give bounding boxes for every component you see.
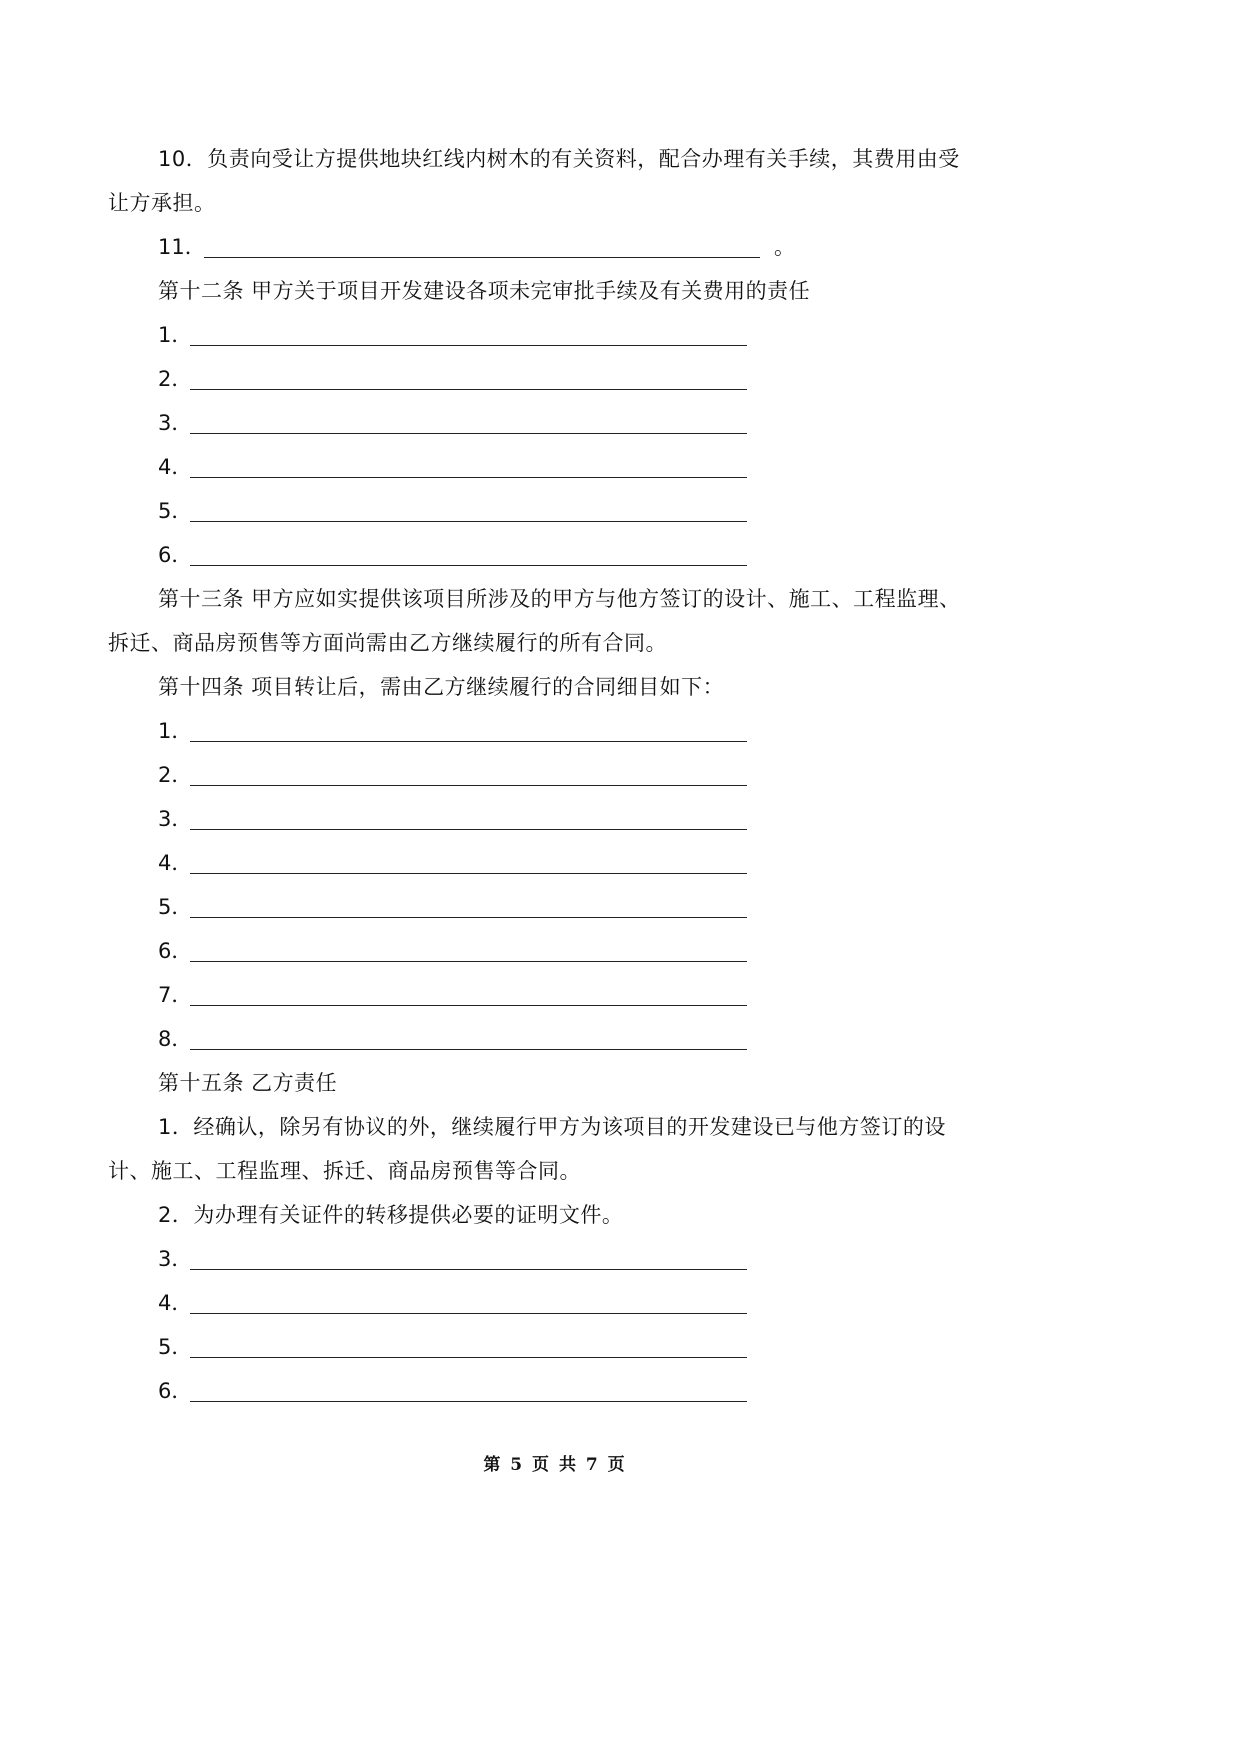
fill-in-blank-item xyxy=(158,709,998,753)
item-number: 8． xyxy=(158,1027,193,1051)
fill-in-blank-item xyxy=(158,885,998,929)
document-paragraph-line: 让方承担。 xyxy=(108,191,216,215)
blank-underline xyxy=(190,1004,747,1006)
fill-in-blank-item xyxy=(158,753,998,797)
fill-in-blank-item xyxy=(158,797,998,841)
item-number: 3． xyxy=(158,411,193,435)
blank-underline xyxy=(190,388,747,390)
blank-underline xyxy=(190,1268,747,1270)
blank-underline xyxy=(190,344,747,346)
item-number: 5． xyxy=(158,1335,193,1359)
item-number: 2． xyxy=(158,763,193,787)
fill-in-blank-item xyxy=(158,533,998,577)
blank-underline xyxy=(190,1356,747,1358)
fill-in-blank-item xyxy=(158,489,998,533)
blank-underline xyxy=(190,476,747,478)
fill-in-blank-item xyxy=(158,225,998,269)
blank-underline xyxy=(190,1400,747,1402)
document-paragraph-line: 第十五条 乙方责任 xyxy=(158,1071,338,1095)
document-paragraph-line: 2．为办理有关证件的转移提供必要的证明文件。 xyxy=(158,1203,624,1227)
item-number: 2． xyxy=(158,367,193,391)
fill-in-blank-item xyxy=(158,973,998,1017)
item-number: 7． xyxy=(158,983,193,1007)
fill-in-blank-item xyxy=(158,1237,998,1281)
fill-in-blank-item xyxy=(158,1017,998,1061)
fill-in-blank-item xyxy=(158,401,998,445)
blank-underline xyxy=(190,784,747,786)
fill-in-blank-item xyxy=(158,1281,998,1325)
document-paragraph-line: 1．经确认，除另有协议的外，继续履行甲方为该项目的开发建设已与他方签订的设 xyxy=(158,1115,946,1139)
item-number: 5． xyxy=(158,895,193,919)
item-number: 11． xyxy=(158,235,206,259)
blank-underline xyxy=(190,828,747,830)
blank-underline xyxy=(190,1312,747,1314)
document-paragraph-line: 拆迁、商品房预售等方面尚需由乙方继续履行的所有合同。 xyxy=(108,631,667,655)
item-number: 4． xyxy=(158,1291,193,1315)
page-footer: 第 5 页 共 7 页 xyxy=(483,1455,627,1475)
fill-in-blank-item xyxy=(158,357,998,401)
blank-underline xyxy=(190,960,747,962)
item-end-punctuation: 。 xyxy=(774,235,795,259)
document-paragraph-line: 第十三条 甲方应如实提供该项目所涉及的甲方与他方签订的设计、施工、工程监理、 xyxy=(158,587,961,611)
fill-in-blank-item xyxy=(158,445,998,489)
document-paragraph-line: 10．负责向受让方提供地块红线内树木的有关资料，配合办理有关手续，其费用由受 xyxy=(158,147,960,171)
blank-underline xyxy=(204,256,760,258)
document-paragraph-line: 第十二条 甲方关于项目开发建设各项未完审批手续及有关费用的责任 xyxy=(158,279,811,303)
document-paragraph-line: 计、施工、工程监理、拆迁、商品房预售等合同。 xyxy=(108,1159,581,1183)
item-number: 4． xyxy=(158,851,193,875)
item-number: 3． xyxy=(158,1247,193,1271)
blank-underline xyxy=(190,1048,747,1050)
fill-in-blank-item xyxy=(158,841,998,885)
item-number: 3． xyxy=(158,807,193,831)
fill-in-blank-item xyxy=(158,313,998,357)
item-number: 6． xyxy=(158,543,193,567)
blank-underline xyxy=(190,916,747,918)
item-number: 5． xyxy=(158,499,193,523)
fill-in-blank-item xyxy=(158,929,998,973)
blank-underline xyxy=(190,520,747,522)
document-body xyxy=(108,137,998,1413)
item-number: 1． xyxy=(158,323,193,347)
blank-underline xyxy=(190,740,747,742)
item-number: 4． xyxy=(158,455,193,479)
fill-in-blank-item xyxy=(158,1325,998,1369)
blank-underline xyxy=(190,432,747,434)
blank-underline xyxy=(190,564,747,566)
document-paragraph-line: 第十四条 项目转让后，需由乙方继续履行的合同细目如下： xyxy=(158,675,725,699)
fill-in-blank-item xyxy=(158,1369,998,1413)
item-number: 6． xyxy=(158,939,193,963)
blank-underline xyxy=(190,872,747,874)
item-number: 1． xyxy=(158,719,193,743)
item-number: 6． xyxy=(158,1379,193,1403)
